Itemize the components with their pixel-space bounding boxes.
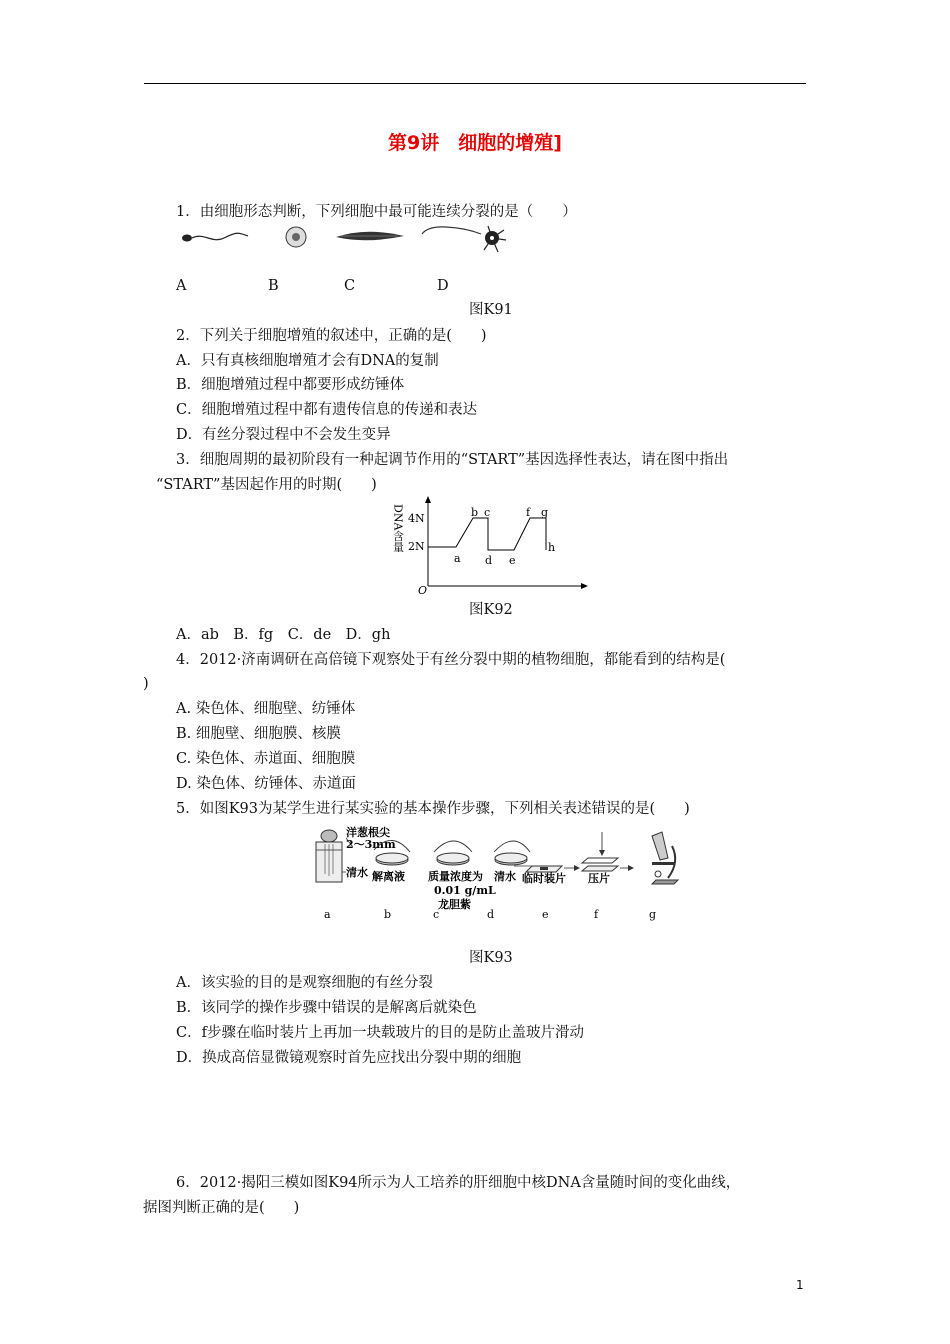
label-stain-2: 0.01 g/mL <box>434 884 496 897</box>
q1-label-c: C <box>344 278 356 294</box>
q5-option-c: C．f步骤在临时装片上再加一块载玻片的目的是防止盖玻片滑动 <box>176 1025 584 1041</box>
point-a: a <box>454 552 461 565</box>
q2-option-a: A．只有真核细胞增殖才会有DNA的复制 <box>176 353 439 369</box>
dna-curve <box>428 518 546 550</box>
q3-dna-chart <box>378 494 590 596</box>
figure-caption-k92: 图K92 <box>469 602 513 618</box>
label-onion-tip: 洋葱根尖 <box>346 826 390 839</box>
q2-stem: 2．下列关于细胞增殖的叙述中，正确的是( ) <box>176 328 487 344</box>
step-e: e <box>542 908 549 921</box>
origin-label: O <box>418 584 428 596</box>
point-f: f <box>526 506 531 519</box>
petri-dish-icon <box>376 853 408 865</box>
point-g: g <box>541 506 549 519</box>
point-b: b <box>471 506 479 519</box>
header-rule <box>144 83 806 84</box>
label-dissociation: 解离液 <box>372 870 405 883</box>
y-axis-label: DNA含量 <box>391 504 405 553</box>
q1-label-d: D <box>437 278 449 294</box>
q4-stem-line1: 4．2012·济南调研在高倍镜下观察处于有丝分裂中期的植物细胞，都能看到的结构是( <box>176 652 726 668</box>
lesson-title: 第9讲 细胞的增殖] <box>388 132 562 154</box>
y-axis-arrow <box>425 496 431 503</box>
neuron-icon <box>422 226 506 252</box>
transfer-arrow-icon <box>494 841 530 852</box>
q4-option-a: A. 染色体、细胞壁、纺锤体 <box>176 701 356 717</box>
q5-stem: 5．如图K93为某学生进行某实验的基本操作步骤，下列相关表述错误的是( ) <box>176 801 690 817</box>
round-cell-icon <box>286 227 306 247</box>
q4-option-d: D. 染色体、纺锤体、赤道面 <box>176 776 356 792</box>
press-slides-icon <box>582 858 618 871</box>
q6-stem-line1: 6．2012·揭阳三模如图K94所示为人工培养的肝细胞中核DNA含量随时间的变化曲线， <box>176 1175 741 1191</box>
petri-dish-icon <box>437 853 469 865</box>
label-press: 压片 <box>588 872 610 885</box>
point-e: e <box>509 554 516 567</box>
transfer-arrow-icon <box>434 841 472 852</box>
q4-option-c: C. 染色体、赤道面、细胞膜 <box>176 751 356 767</box>
tick-2n: 2N <box>408 540 425 553</box>
q2-option-c: C．细胞增殖过程中都有遗传信息的传递和表达 <box>176 402 478 418</box>
label-length: 2～3mm <box>346 838 396 851</box>
point-c: c <box>484 506 491 519</box>
step-a: a <box>324 908 331 921</box>
q4-stem-line2: ) <box>143 676 149 692</box>
step-g: g <box>649 908 657 921</box>
q1-label-b: B <box>268 278 279 294</box>
petri-dish-icon <box>495 853 527 865</box>
step-b: b <box>384 908 392 921</box>
q6-stem-line2: 据图判断正确的是( ) <box>143 1200 300 1216</box>
q1-cell-figures <box>176 222 516 256</box>
step-c: c <box>433 908 440 921</box>
microscope-icon <box>652 832 678 884</box>
q5-option-d: D．换成高倍显微镜观察时首先应找出分裂中期的细胞 <box>176 1050 522 1066</box>
q1-stem: 1．由细胞形态判断，下列细胞中最可能连续分裂的是（ ） <box>176 204 577 220</box>
spindle-cell-icon <box>336 232 404 241</box>
q3-stem-line2: “START”基因起作用的时期( ) <box>156 477 377 493</box>
x-axis-arrow <box>581 583 588 589</box>
q5-option-a: A．该实验的目的是观察细胞的有丝分裂 <box>176 975 433 991</box>
label-stain-1: 质量浓度为 <box>428 870 483 883</box>
figure-caption-k91: 图K91 <box>469 302 513 318</box>
label-water-a: 清水 <box>346 866 368 879</box>
point-h: h <box>548 541 556 554</box>
step-f: f <box>594 908 599 921</box>
q5-experiment-diagram <box>306 822 686 928</box>
q2-option-b: B．细胞增殖过程中都要形成纺锤体 <box>176 377 405 393</box>
label-rinse: 清水 <box>494 870 516 883</box>
label-mount: 临时装片 <box>522 872 566 885</box>
q5-option-b: B．该同学的操作步骤中错误的是解离后就染色 <box>176 1000 477 1016</box>
q4-option-b: B. 细胞壁、细胞膜、核膜 <box>176 726 341 742</box>
q1-label-a: A <box>176 278 187 294</box>
sperm-cell-icon <box>182 233 248 241</box>
onion-jar-icon <box>316 830 342 882</box>
step-d: d <box>487 908 495 921</box>
point-d: d <box>485 554 493 567</box>
q2-option-d: D．有丝分裂过程中不会发生变异 <box>176 427 391 443</box>
label-stain-3: 龙胆紫 <box>438 898 471 911</box>
q3-stem-line1: 3．细胞周期的最初阶段有一种起调节作用的“START”基因选择性表达，请在图中指出 <box>176 452 729 468</box>
q3-options: A．ab B．fg C．de D．gh <box>176 627 391 643</box>
tick-4n: 4N <box>408 512 425 525</box>
page-number: 1 <box>796 1278 804 1292</box>
figure-caption-k93: 图K93 <box>469 950 513 966</box>
